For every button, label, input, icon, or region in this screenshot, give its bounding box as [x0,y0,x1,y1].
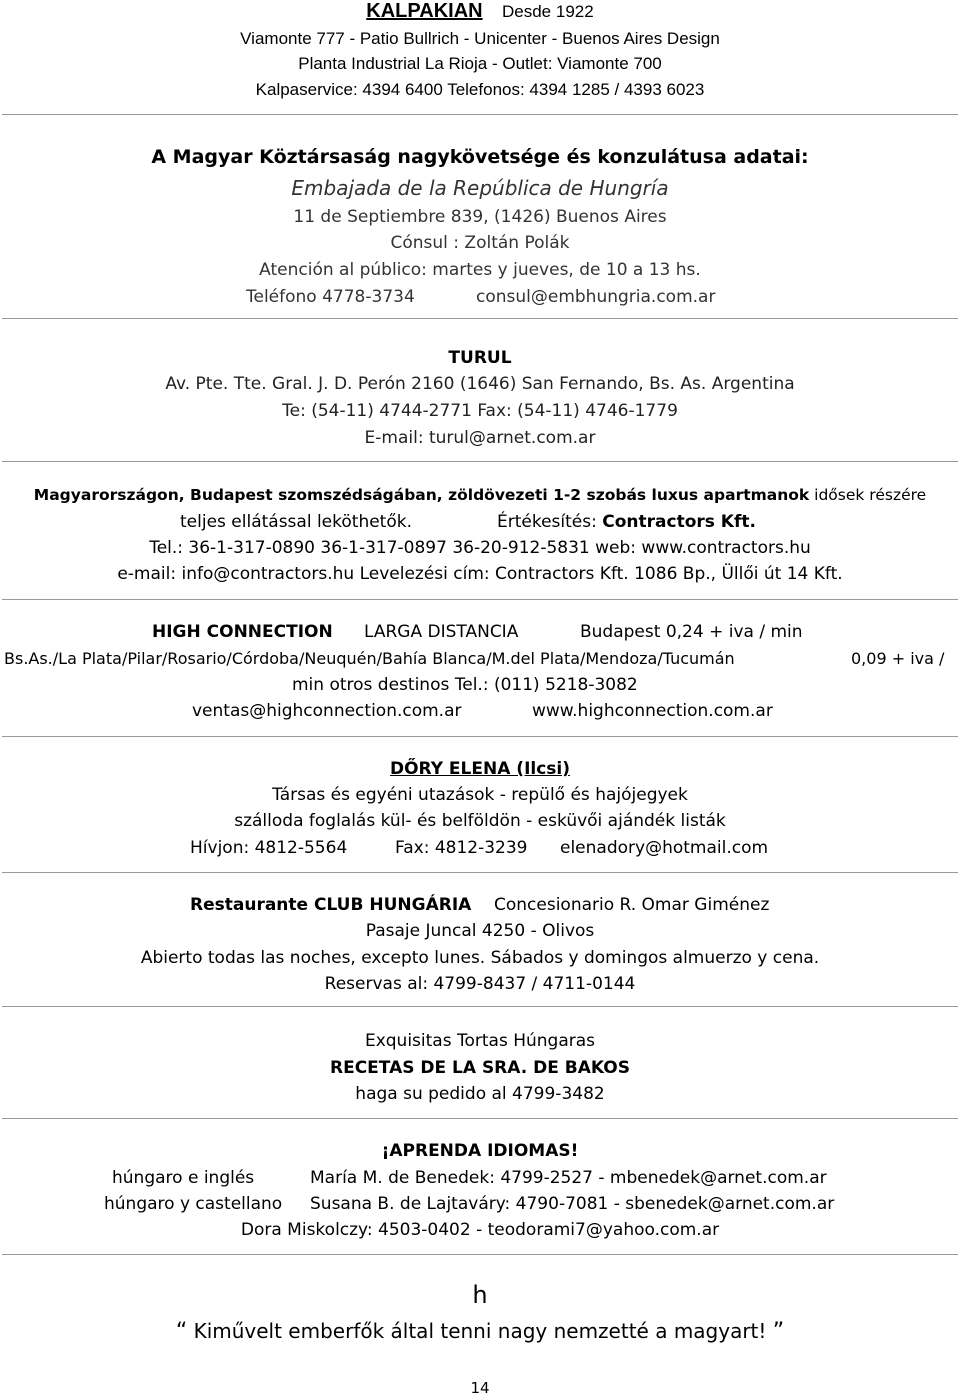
divider [2,736,958,737]
turul-phone: Te: (54-11) 4744-2771 Fax: (54-11) 4746-1779 [282,401,678,421]
dory-phone: Hívjon: 4812-5564 [190,838,348,858]
ornament: h [472,1281,488,1309]
high-cities: Bs.As./La Plata/Pilar/Rosario/Córdoba/Neuquén/Bahía Blanca/M.del Plata/Mendoza/Tucumán [4,649,735,668]
dory-name: DŐRY ELENA (Ilcsi) [389,759,571,779]
turul-address: Av. Pte. Tte. Gral. J. D. Perón 2160 (1646) San Fernando, Bs. As. Argentina [165,374,795,394]
divider [2,872,958,873]
apartments-headline-rest: idősek részére [809,486,927,504]
idiomas-l1b: María M. de Benedek: 4799-2527 - mbenedek@arnet.com.ar [310,1168,827,1188]
club-hours: Abierto todas las noches, excepto lunes. Sábados y domingos almuerzo y cena. [140,948,820,968]
divider [2,599,958,600]
club-address: Pasaje Juncal 4250 - Olivos [365,921,595,941]
idiomas-l1a: húngaro e inglés [112,1168,255,1188]
embassy-address: 11 de Septiembre 839, (1426) Buenos Aires [293,207,667,227]
tortas-line3: haga su pedido al 4799-3482 [355,1084,605,1104]
high-name: HIGH CONNECTION [152,622,333,642]
kalpakian-line1: Viamonte 777 - Patio Bullrich - Unicenter - Buenos Aires Design [240,29,720,48]
embassy-email: consul@embhungria.com.ar [476,287,716,307]
apartments-line1 [0,484,960,506]
idiomas-l2a: húngaro y castellano [104,1194,283,1214]
dory-email: elenadory@hotmail.com [560,838,769,858]
dory-line1: Társas és egyéni utazások - repülő és hajójegyek [272,785,688,805]
club-name: Restaurante CLUB HUNGÁRIA [190,895,472,915]
apartments-line4: e-mail: info@contractors.hu Levelezési cím: Contractors Kft. 1086 Bp., Üllői út 14 Kft. [117,564,843,584]
motto-text: Kiművelt emberfők által tenni nagy nemzetté a magyart! [193,1319,767,1343]
idiomas-l2b: Susana B. de Lajtaváry: 4790-7081 - sbenedek@arnet.com.ar [310,1194,835,1214]
apartments-line2a: teljes ellátással leköthetők. [180,512,412,532]
club-conc: Concesionario R. Omar Giménez [494,895,770,915]
kalpakian-header [0,0,960,23]
kalpakian-line2: Planta Industrial La Rioja - Outlet: Viamonte 700 [298,54,662,73]
kalpakian-line3: Kalpaservice: 4394 6400 Telefonos: 4394 1285 / 4393 6023 [255,80,705,99]
high-ld: LARGA DISTANCIA [364,622,519,642]
tortas-line1: Exquisitas Tortas Húngaras [364,1031,596,1051]
apartments-headline: Magyarországon, Budapest szomszédságában, zöldövezeti 1-2 szobás luxus apartmanok [33,486,810,504]
high-email: ventas@highconnection.com.ar [192,701,462,721]
embassy-hours: Atención al público: martes y jueves, de 10 a 13 hs. [259,260,701,280]
kalpakian-name: KALPAKIAN [366,0,483,22]
dory-fax: Fax: 4812-3239 [395,838,528,858]
motto: “ Kiművelt emberfők által tenni nagy nemzetté a magyart! ” [175,1319,785,1344]
high-budapest: Budapest 0,24 + iva / min [580,622,803,642]
apartments-company: Contractors Kft. [602,512,756,532]
divider [2,461,958,462]
high-web: www.highconnection.com.ar [532,701,773,721]
page-number: 14 [470,1379,490,1397]
high-price2: 0,09 + iva / [851,649,945,668]
turul-name: TURUL [448,348,512,368]
apartments-line3: Tel.: 36-1-317-0890 36-1-317-0897 36-20-912-5831 web: www.contractors.hu [149,538,811,558]
kalpakian-since: Desde 1922 [502,2,594,21]
divider [2,114,958,115]
embassy-subtitle: Embajada de la República de Hungría [291,176,669,200]
turul-email: E-mail: turul@arnet.com.ar [364,428,596,448]
apartments-sales-label: Értékesítés: [497,512,603,532]
apartments-line2b [497,511,756,533]
idiomas-title: ¡APRENDA IDIOMAS! [381,1141,579,1161]
tortas-line2: RECETAS DE LA SRA. DE BAKOS [330,1058,630,1078]
club-reserve: Reservas al: 4799-8437 / 4711-0144 [324,974,636,994]
embassy-consul: Cónsul : Zoltán Polák [390,233,570,253]
divider [2,318,958,319]
divider [2,1254,958,1255]
divider [2,1118,958,1119]
embassy-phone: Teléfono 4778-3734 [246,287,415,307]
high-line3: min otros destinos Tel.: (011) 5218-3082 [292,675,638,695]
embassy-title: A Magyar Köztársaság nagykövetsége és konzulátusa adatai: [151,146,809,168]
idiomas-l3: Dora Miskolczy: 4503-0402 - teodorami7@yahoo.com.ar [240,1220,720,1240]
divider [2,1006,958,1007]
dory-line2: szálloda foglalás kül- és belföldön - esküvői ajándék listák [234,811,726,831]
